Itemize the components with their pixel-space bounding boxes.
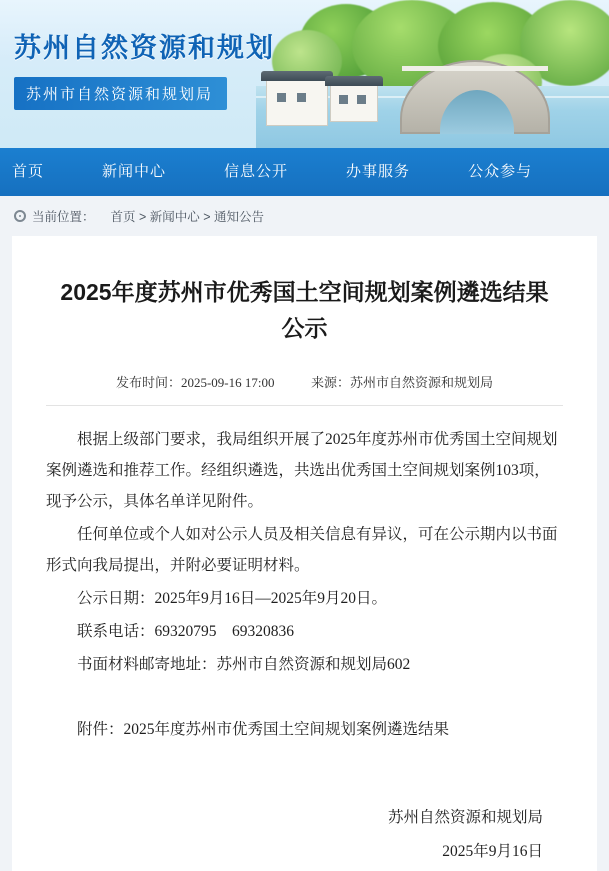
bridge-arch <box>440 90 514 134</box>
page-title: 2025年度苏州市优秀国土空间规划案例遴选结果公示 <box>60 279 549 341</box>
site-title: 苏州自然资源和规划 <box>14 33 275 63</box>
window-decoration <box>357 95 366 104</box>
nav-item-services[interactable]: 办事服务 <box>346 163 411 180</box>
article-meta <box>46 372 563 406</box>
article-signature <box>46 801 563 869</box>
source-label: 来源： <box>311 375 351 390</box>
contact-phone-line: 联系电话：69320795 69320836 <box>77 623 295 640</box>
location-icon <box>14 210 26 222</box>
publish-time-label: 发布时间： <box>115 375 181 390</box>
nav-item-home[interactable]: 首页 <box>12 163 45 180</box>
roof-decoration <box>325 76 383 86</box>
breadcrumb-label: 当前位置： <box>32 210 95 224</box>
paragraph: 任何单位或个人如对公示人员及相关信息有异议，可在公示期内以书面形式向我局提出，并附必要证明材料。 <box>46 526 558 574</box>
nav-item-disclosure[interactable]: 信息公开 <box>224 163 289 180</box>
nav-item-news[interactable]: 新闻中心 <box>102 163 167 180</box>
attachment-line[interactable]: 附件：2025年度苏州市优秀国土空间规划案例遴选结果 <box>77 721 450 738</box>
window-decoration <box>277 93 286 102</box>
paragraph: 根据上级部门要求，我局组织开展了2025年度苏州市优秀国土空间规划案例遴选和推荐工作。经组织遴选，共选出优秀国土空间规划案例103项，现予公示，具体名单详见附件。 <box>46 431 558 510</box>
site-banner <box>0 0 609 148</box>
main-navigation <box>0 148 609 196</box>
article-body <box>46 424 563 745</box>
publish-time-value: 2025-09-16 17:00 <box>180 375 275 390</box>
window-decoration <box>297 93 306 102</box>
banner-title-block <box>14 26 275 110</box>
window-decoration <box>339 95 348 104</box>
house-decoration <box>330 84 378 122</box>
source-value: 苏州市自然资源和规划局 <box>350 375 494 390</box>
house-decoration <box>266 80 328 126</box>
breadcrumb-path[interactable]: 首页 > 新闻中心 > 通知公告 <box>110 210 265 224</box>
signature-org: 苏州自然资源和规划局 <box>387 809 543 826</box>
signature-date: 2025年9月16日 <box>442 843 543 860</box>
bridge-rail <box>402 66 548 71</box>
site-subtitle: 苏州市自然资源和规划局 <box>14 77 227 110</box>
nav-item-public-participation[interactable]: 公众参与 <box>468 163 533 180</box>
breadcrumb <box>0 196 609 236</box>
mailing-address-line: 书面材料邮寄地址：苏州市自然资源和规划局602 <box>77 656 411 673</box>
notice-date-line: 公示日期：2025年9月16日—2025年9月20日。 <box>77 590 388 607</box>
article-card <box>12 236 597 871</box>
